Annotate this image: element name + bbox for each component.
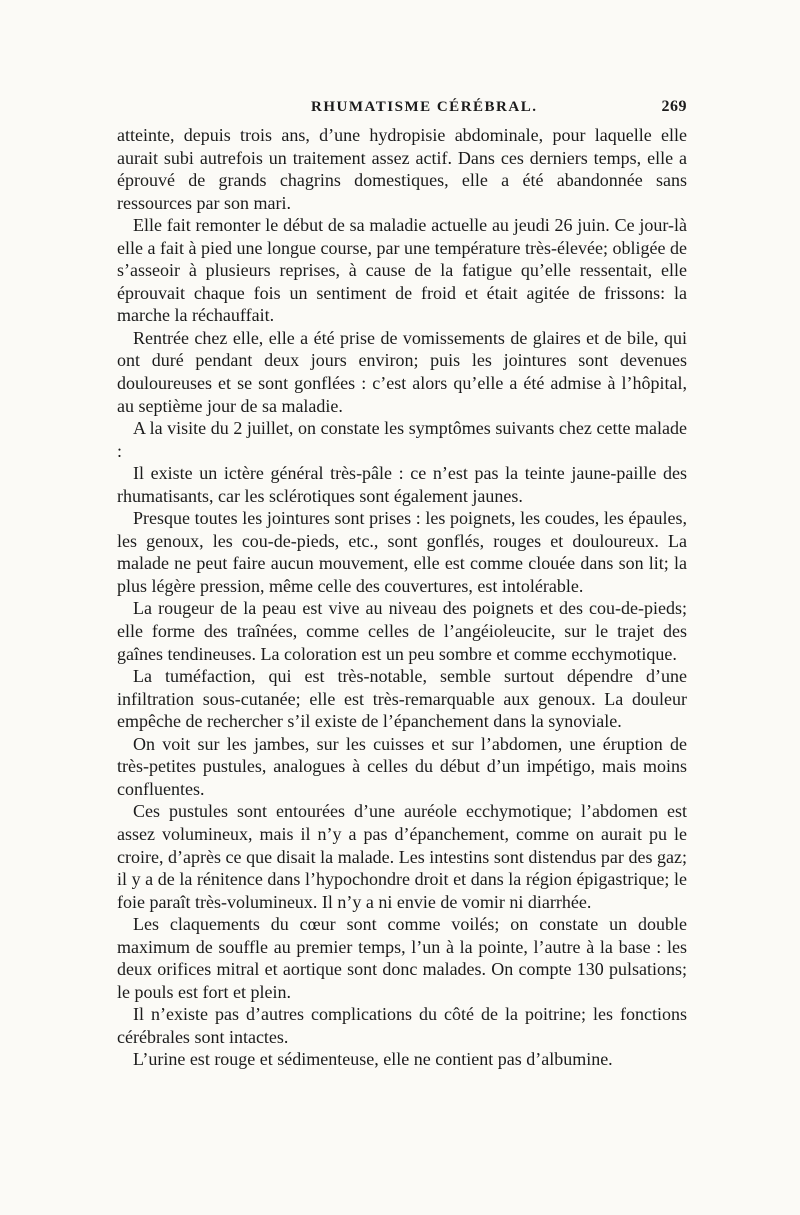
paragraph: Il n’existe pas d’autres complications du côté de la poitrine; les fonctions cérébrales sont intactes. bbox=[117, 1004, 687, 1047]
paragraph: Presque toutes les jointures sont prises : les poignets, les coudes, les épaules, les genoux, les cou-de-pieds, etc., sont gonflés, rouges et douloureux. La malade ne peut faire aucun mouvement, elle est comme clouée dans son lit; la plus légère pression, même celle des couvertures, est intolérable. bbox=[117, 508, 687, 596]
running-title: RHUMATISME CÉRÉBRAL. bbox=[311, 99, 538, 115]
paragraph: La rougeur de la peau est vive au niveau des poignets et des cou-de-pieds; elle forme des traînées, comme celles de l’angéioleucite, sur le trajet des gaînes tendineuses. La coloration est un peu sombre et comme ecchymotique. bbox=[117, 598, 687, 664]
page-number: 269 bbox=[661, 98, 687, 115]
paragraph: Ces pustules sont entourées d’une auréole ecchymotique; l’abdomen est assez volumineux, mais il n’y a pas d’épanchement, comme on aurait pu le croire, d’après ce que disait la malade. Les intestins sont distendus par des gaz; il y a de la rénitence dans l’hypochondre droit et dans la région épigastrique; le foie paraît très-volumineux. Il n’y a ni envie de vomir ni diarrhée. bbox=[117, 801, 687, 912]
paragraph: L’urine est rouge et sédimenteuse, elle ne contient pas d’albumine. bbox=[133, 1049, 613, 1070]
running-head bbox=[117, 98, 687, 124]
book-page bbox=[117, 98, 687, 1071]
paragraph: A la visite du 2 juillet, on constate les symptômes suivants chez cette malade : bbox=[117, 418, 687, 461]
paragraph: Les claquements du cœur sont comme voilés; on constate un double maximum de souffle au premier temps, l’un à la pointe, l’autre à la base : les deux orifices mitral et aortique sont donc malades. On compte 130 pulsations; le pouls est fort et plein. bbox=[117, 914, 687, 1002]
paragraph: On voit sur les jambes, sur les cuisses et sur l’abdomen, une éruption de très-petites pustules, analogues à celles du début d’un impétigo, mais moins confluentes. bbox=[117, 733, 687, 799]
paragraph: Elle fait remonter le début de sa maladie actuelle au jeudi 26 juin. Ce jour-là elle a fait à pied une longue course, par une température très-élevée; obligée de s’asseoir à plusieurs reprises, à cause de la fatigue qu’elle ressentait, elle éprouvait chaque fois un sentiment de froid et était agitée de frissons: la marche la réchauffait. bbox=[117, 215, 687, 326]
paragraph: La tuméfaction, qui est très-notable, semble surtout dépendre d’une infiltration sous-cutanée; elle est très-remarquable aux genoux. La douleur empêche de rechercher s’il existe de l’épanchement dans la synoviale. bbox=[117, 666, 687, 732]
paragraph: Rentrée chez elle, elle a été prise de vomissements de glaires et de bile, qui ont duré pendant deux jours environ; puis les jointures sont devenues douloureuses et se sont gonflées : c’est alors qu’elle a été admise à l’hôpital, au septième jour de sa maladie. bbox=[117, 327, 687, 416]
paragraph: Il existe un ictère général très-pâle : ce n’est pas la teinte jaune-paille des rhumatisants, car les sclérotiques sont également jaunes. bbox=[117, 463, 687, 506]
body-text bbox=[117, 124, 687, 1071]
paragraph: atteinte, depuis trois ans, d’une hydropisie abdominale, pour laquelle elle aurait subi autrefois un traitement assez actif. Dans ces derniers temps, elle a éprouvé de grands chagrins domestiques, elle a été abandonnée sans ressources par son mari. bbox=[117, 125, 687, 213]
